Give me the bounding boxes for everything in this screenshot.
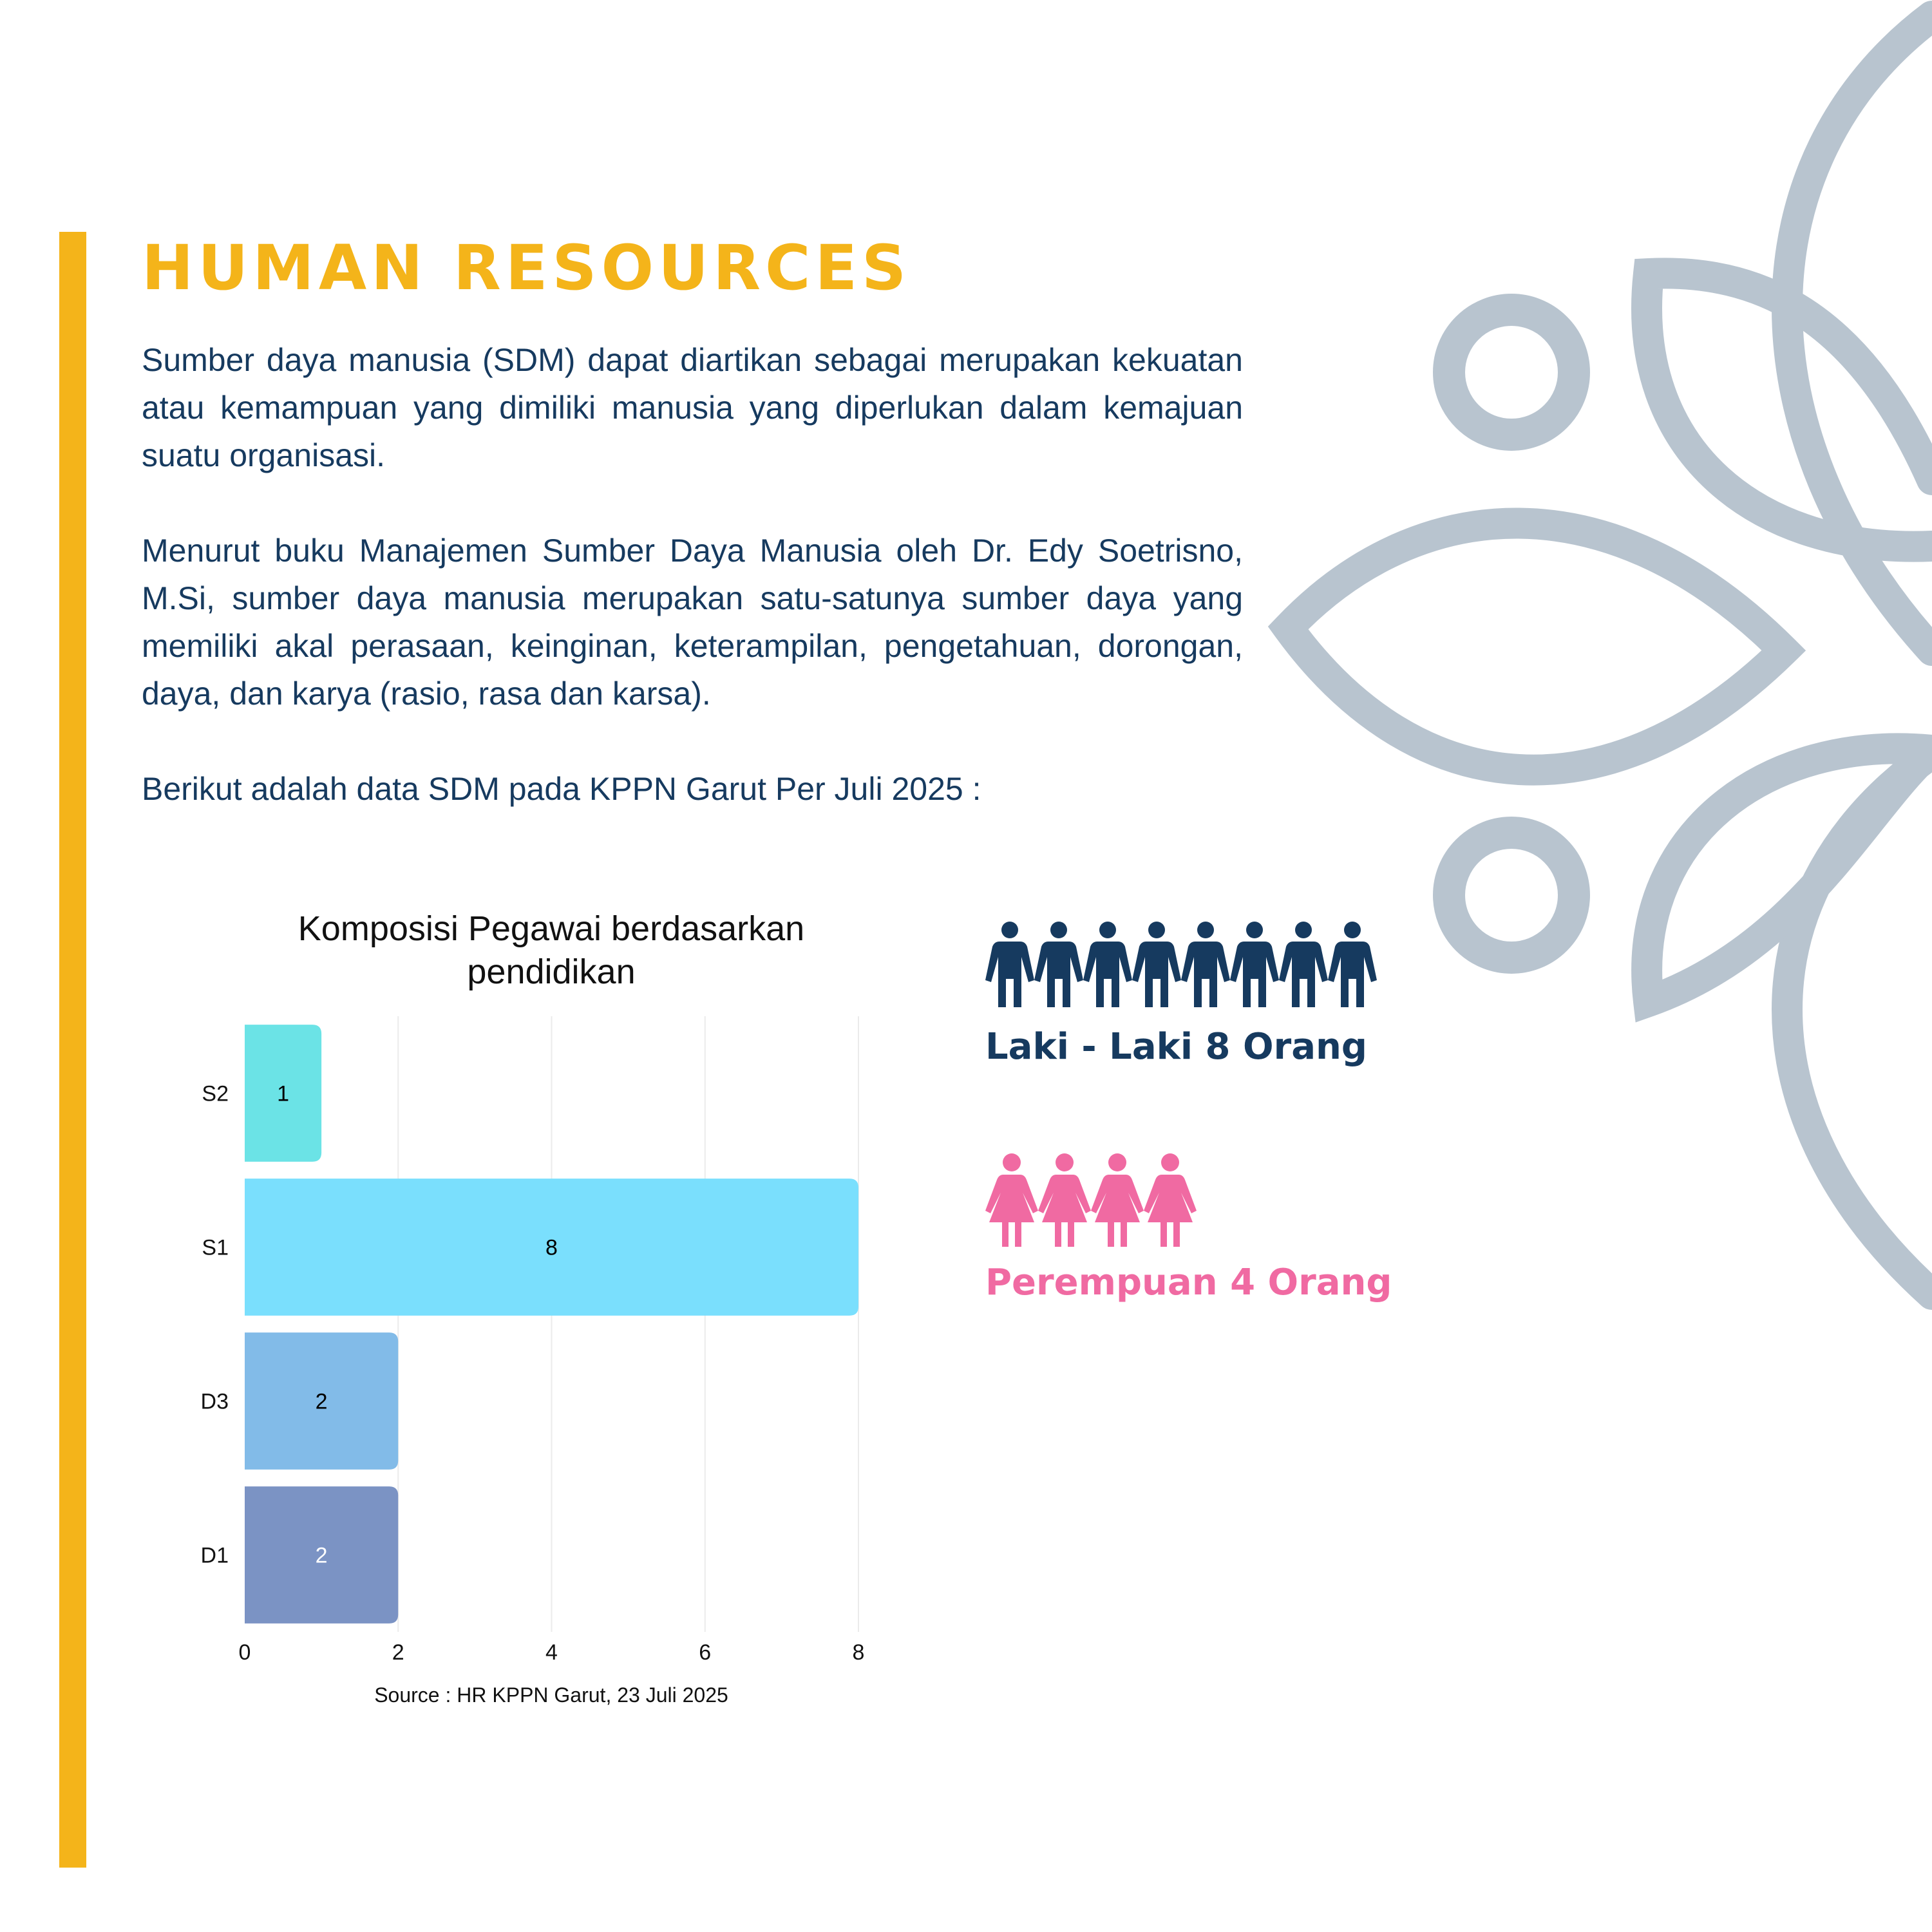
woman-icon — [1091, 1153, 1144, 1250]
chart-title-line: pendidikan — [467, 952, 636, 991]
man-icon — [1279, 921, 1328, 1014]
woman-icon — [985, 1153, 1038, 1250]
category-label: S1 — [202, 1235, 229, 1260]
female-group — [985, 1153, 1392, 1303]
male-group — [985, 921, 1377, 1068]
male-count-label: Laki - Laki 8 Orang — [985, 1026, 1367, 1068]
man-icon — [1230, 921, 1279, 1014]
data-label: 8 — [545, 1235, 558, 1260]
x-tick-label: 4 — [545, 1640, 558, 1665]
category-label: S2 — [202, 1081, 229, 1106]
data-label: 1 — [277, 1081, 290, 1106]
chart-title-line: Komposisi Pegawai berdasarkan — [298, 909, 805, 948]
female-icon-row — [985, 1153, 1392, 1250]
x-tick-label: 8 — [852, 1640, 865, 1665]
category-label: D1 — [200, 1543, 229, 1568]
data-intro-paragraph: Berikut adalah data SDM pada KPPN Garut Per Juli 2025 : — [142, 771, 981, 807]
definition-paragraph: Menurut buku Manajemen Sumber Daya Manusia oleh Dr. Edy Soetrisno, M.Si, sumber daya manusia merupakan satu-satunya sumber daya yang memiliki akal perasaan, keinginan, keterampilan, pengetahuan, dorongan, daya, dan karya (rasio, rasa dan karsa). — [142, 533, 1243, 712]
man-icon — [1181, 921, 1230, 1014]
x-tick-label: 2 — [392, 1640, 404, 1665]
x-tick-label: 6 — [699, 1640, 712, 1665]
category-label: D3 — [200, 1389, 229, 1414]
data-label: 2 — [315, 1389, 328, 1414]
data-label: 2 — [315, 1543, 328, 1568]
chart-source: Source : HR KPPN Garut, 23 Juli 2025 — [374, 1683, 728, 1707]
intro-paragraph: Sumber daya manusia (SDM) dapat diartikan sebagai merupakan kekuatan atau kemampuan yang dimiliki manusia yang diperlukan dalam kemajuan suatu organisasi. — [142, 342, 1243, 473]
man-icon — [1132, 921, 1181, 1014]
x-tick-label: 0 — [238, 1640, 251, 1665]
page-title: HUMAN RESOURCES — [142, 232, 911, 304]
female-count-label: Perempuan 4 Orang — [985, 1262, 1392, 1303]
man-icon — [1328, 921, 1377, 1014]
man-icon — [985, 921, 1034, 1014]
man-icon — [1034, 921, 1083, 1014]
man-icon — [1083, 921, 1132, 1014]
woman-icon — [1144, 1153, 1197, 1250]
woman-icon — [1038, 1153, 1091, 1250]
male-icon-row — [985, 921, 1377, 1014]
